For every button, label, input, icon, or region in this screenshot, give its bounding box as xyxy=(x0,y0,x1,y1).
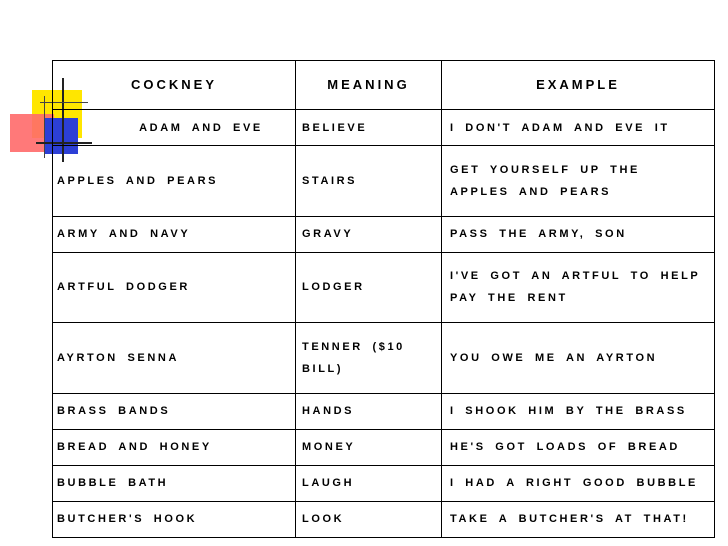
cell-example: PASS THE ARMY, SON xyxy=(442,216,715,252)
cell-cockney: ARMY AND NAVY xyxy=(53,216,296,252)
cell-example: I HAD A RIGHT GOOD BUBBLE xyxy=(442,465,715,501)
cockney-slang-table xyxy=(52,60,715,538)
cell-cockney: APPLES AND PEARS xyxy=(53,146,296,217)
table-header-row xyxy=(53,61,715,110)
cell-meaning: STAIRS xyxy=(296,146,442,217)
table-row xyxy=(53,216,715,252)
cell-example: I DON'T ADAM AND EVE IT xyxy=(442,110,715,146)
header-example: EXAMPLE xyxy=(442,61,715,110)
header-cockney: COCKNEY xyxy=(53,61,296,110)
cell-meaning: HANDS xyxy=(296,393,442,429)
cell-meaning: LOOK xyxy=(296,501,442,537)
cell-cockney: BUTCHER'S HOOK xyxy=(53,501,296,537)
cell-meaning: GRAVY xyxy=(296,216,442,252)
decor-line xyxy=(44,96,45,158)
cell-example: TAKE A BUTCHER'S AT THAT! xyxy=(442,501,715,537)
cell-example: I SHOOK HIM BY THE BRASS xyxy=(442,393,715,429)
table-row xyxy=(53,501,715,537)
cell-example: YOU OWE ME AN AYRTON xyxy=(442,323,715,394)
cell-cockney: ADAM AND EVE xyxy=(53,110,296,146)
table-row xyxy=(53,252,715,323)
header-meaning: MEANING xyxy=(296,61,442,110)
cell-meaning: LAUGH xyxy=(296,465,442,501)
table-row xyxy=(53,110,715,146)
table-row xyxy=(53,146,715,217)
cell-meaning: TENNER ($10 BILL) xyxy=(296,323,442,394)
table-row xyxy=(53,393,715,429)
table-row xyxy=(53,323,715,394)
cell-example: HE'S GOT LOADS OF BREAD xyxy=(442,429,715,465)
cell-meaning: LODGER xyxy=(296,252,442,323)
cell-example: I'VE GOT AN ARTFUL TO HELP PAY THE RENT xyxy=(442,252,715,323)
table-row xyxy=(53,429,715,465)
cell-cockney: BREAD AND HONEY xyxy=(53,429,296,465)
cell-example: GET YOURSELF UP THE APPLES AND PEARS xyxy=(442,146,715,217)
cell-cockney: ARTFUL DODGER xyxy=(53,252,296,323)
cell-meaning: MONEY xyxy=(296,429,442,465)
cell-meaning: BELIEVE xyxy=(296,110,442,146)
cell-cockney: BRASS BANDS xyxy=(53,393,296,429)
cell-cockney: BUBBLE BATH xyxy=(53,465,296,501)
table-row xyxy=(53,465,715,501)
cell-cockney: AYRTON SENNA xyxy=(53,323,296,394)
